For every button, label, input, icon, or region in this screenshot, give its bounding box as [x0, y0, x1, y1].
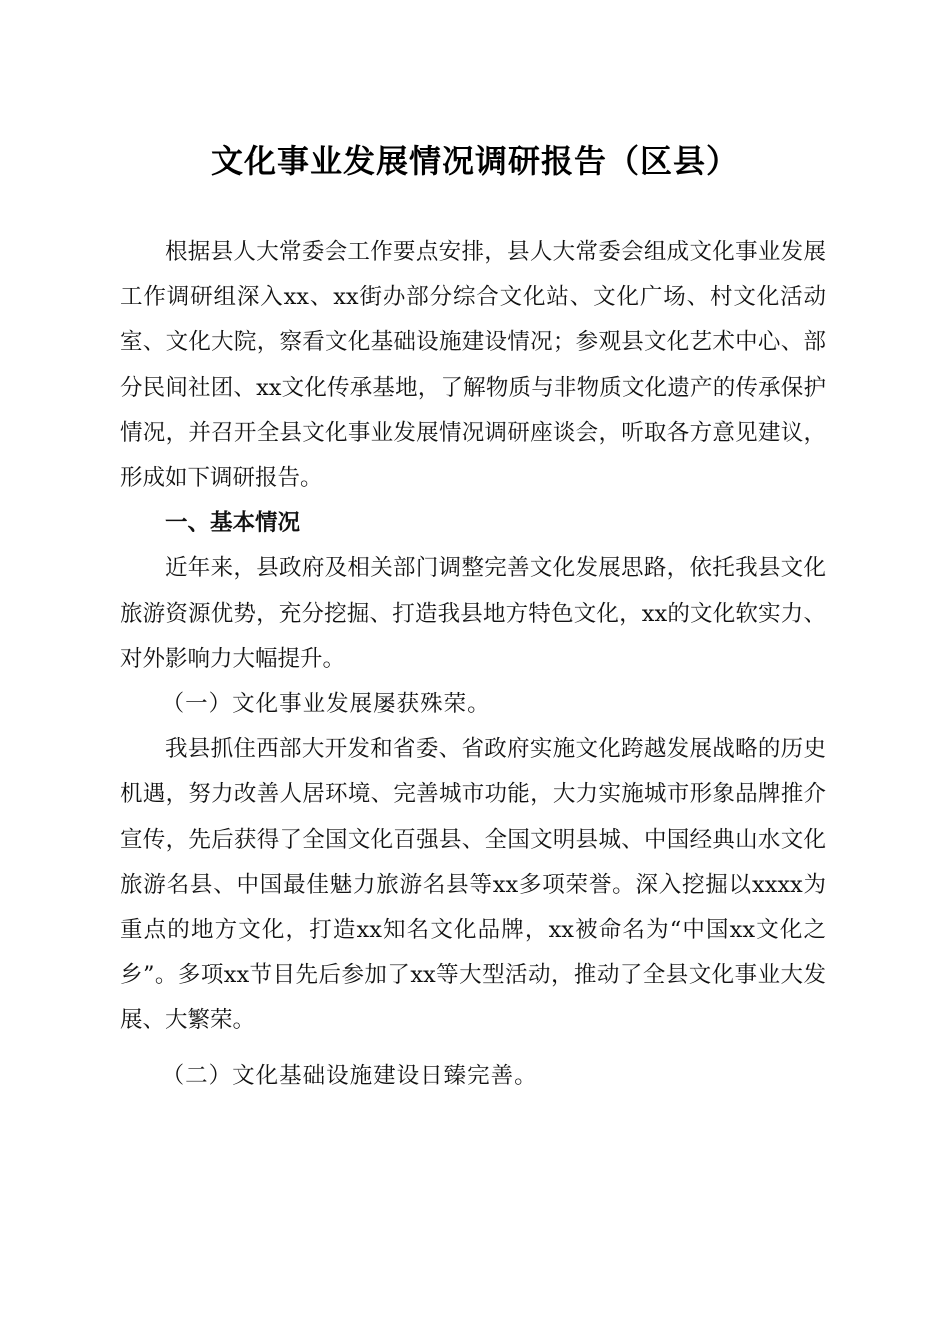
subsection-paragraph: 我县抓住西部大开发和省委、省政府实施文化跨越发展战略的历史机遇，努力改善人居环境、完善城市功能，大力实施城市形象品牌推介宣传，先后获得了全国文化百强县、全国文明县城、中国经典山水文化旅游名县、中国最佳魅力旅游名县等xx多项荣誉。深入挖掘以xxxx为重点的地方文化，打造xx知名文化品牌，xx被命名为“中国xx文化之乡”。多项xx节目先后参加了xx等大型活动，推动了全县文化事业大发展、大繁荣。 [120, 736, 826, 1034]
document-body [120, 230, 826, 1099]
intro-paragraph: 根据县人大常委会工作要点安排，县人大常委会组成文化事业发展工作调研组深入xx、xx街办部分综合文化站、文化广场、村文化活动室、文化大院，察看文化基础设施建设情况；参观县文化艺术中心、部分民间社团、xx文化传承基地，了解物质与非物质文化遗产的传承保护情况，并召开全县文化事业发展情况调研座谈会，听取各方意见建议，形成如下调研报告。 [120, 239, 826, 492]
subsection-heading-honors: （一）文化事业发展屡获殊荣。 [161, 691, 491, 718]
subsection-heading-infrastructure: （二）文化基础设施建设日臻完善。 [161, 1062, 538, 1089]
document-title: 文化事业发展情况调研报告（区县） [210, 142, 739, 180]
section-paragraph: 近年来，县政府及相关部门调整完善文化发展思路，依托我县文化旅游资源优势，充分挖掘、打造我县地方特色文化，xx的文化软实力、对外影响力大幅提升。 [120, 555, 826, 672]
section-heading-basic-situation: 一、基本情况 [165, 510, 301, 537]
